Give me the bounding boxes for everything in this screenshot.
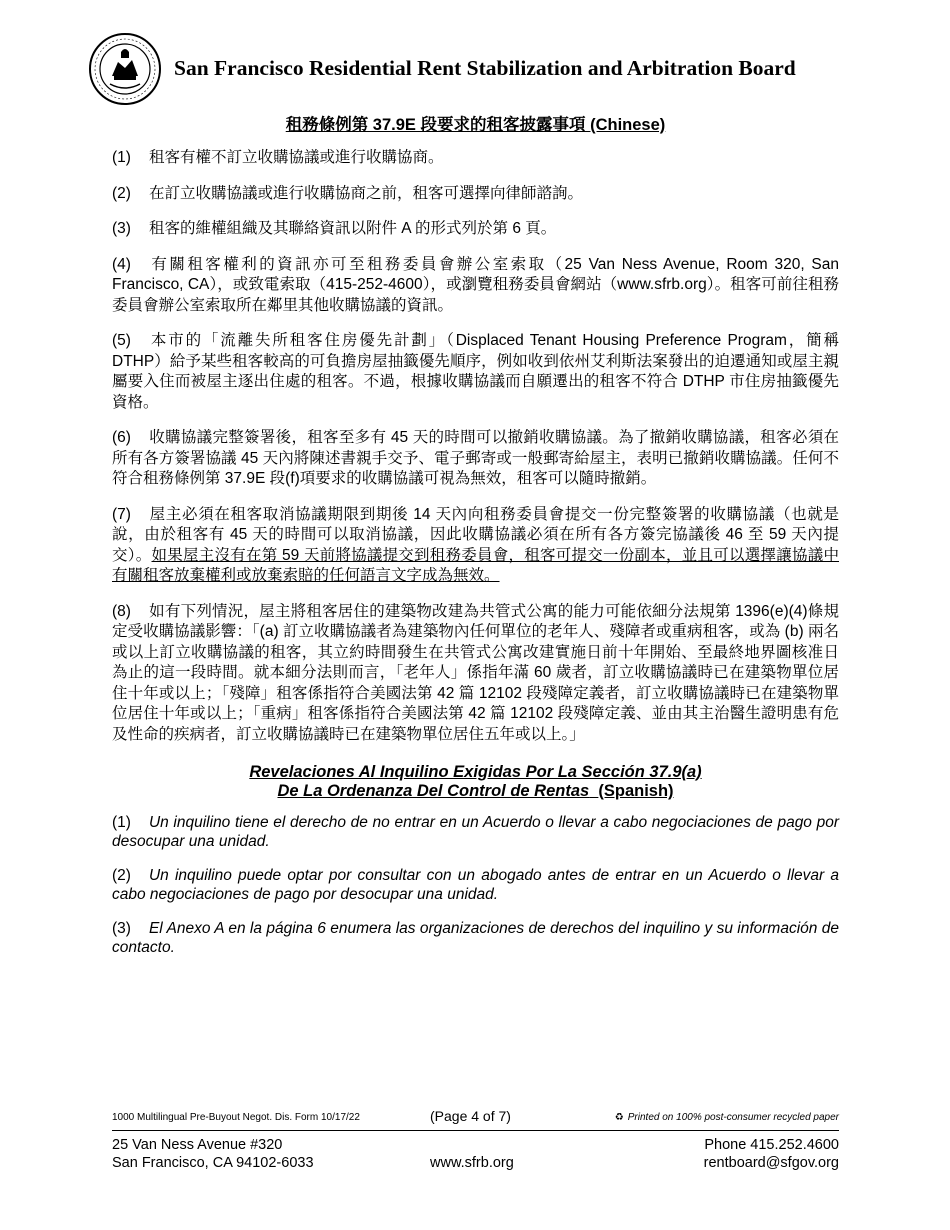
recycle-icon: ♻ <box>614 1112 624 1123</box>
chinese-item-1: (1) 租客有權不訂立收購協議或進行收購協商。 <box>112 149 444 166</box>
chinese-item-7: (7) 屋主必須在租客取消協議期限到期後 14 天內向租務委員會提交一份完整簽署的收購協議（也就是說，由於租客有 45 天的時間可以取消協議，因此收購協議必須在所有各方簽完協議後 46 至 59 天內提交）。如果屋主沒有在第 59 天前將協議提交到租務委員會，租客可提交一份副本，並且可以選擇讓協議中有關租客放棄權利或放棄索賠的任何語言文字成為無效。 <box>112 505 839 584</box>
footer-contact-info <box>704 1136 839 1172</box>
city-seal-icon <box>88 32 162 106</box>
form-id: 1000 Multilingual Pre-Buyout Negot. Dis. Form 10/17/22 <box>112 1112 360 1123</box>
chinese-item-7-underlined: 如果屋主沒有在第 59 天前將協議提交到租務委員會，租客可提交一份副本，並且可以選擇讓協議中有關租客放棄權利或放棄索賠的任何語言文字成為無效。 <box>112 546 839 584</box>
spanish-item-1: (1) Un inquilino tiene el derecho de no entrar en un Acuerdo o llevar a cabo negociaciones de pago por desocupar una unidad. <box>112 814 839 850</box>
footer-email-link[interactable]: rentboard@sfgov.org <box>703 1155 839 1171</box>
chinese-item-5: (5) 本市的「流離失所租客住房優先計劃」（Displaced Tenant Housing Preference Program，簡稱 DTHP）給予某些租客較高的可負擔房屋抽籤優先順序，例如收到依州艾利斯法案發出的迫遷通知或屋主親屬要入住而被屋主逐出住處的租客。不過，根據收購協議而自願遷出的租客不符合 DTHP 市住房抽籤優先資格。 <box>112 332 839 411</box>
footer-meta <box>112 1106 839 1131</box>
spanish-section-title: Revelaciones Al Inquilino Exigidas Por La Sección 37.9(a) De La Ordenanza Del Control de Rentas (Spanish) <box>249 763 702 800</box>
organization-name: San Francisco Residential Rent Stabilization and Arbitration Board <box>174 56 796 80</box>
chinese-section-title: 租務條例第 37.9E 段要求的租客披露事項 (Chinese) <box>285 116 666 134</box>
chinese-item-3: (3) 租客的維權組織及其聯絡資訊以附件 A 的形式列於第 6 頁。 <box>112 220 557 237</box>
chinese-item-6: (6) 收購協議完整簽署後，租客至多有 45 天的時間可以撤銷收購協議。為了撤銷收購協議，租客必須在所有各方簽署協議 45 天內將陳述書親手交予、電子郵寄或一般郵寄給屋主，表明已撤銷收購協議。任何不符合租務條例第 37.9E 段(f)項要求的收購協議可視為無效，租客可以隨時撤銷。 <box>112 429 839 487</box>
page-header <box>88 30 848 110</box>
chinese-item-4: (4) 有關租客權利的資訊亦可至租務委員會辦公室索取（25 Van Ness Avenue, Room 320, San Francisco, CA），或致電索取（415-252-4600），或瀏覽租務委員會網站（www.sfrb.org）。租客可前往租務委員會辦公室索取所在鄰里其他收購協議的資訊。 <box>112 255 839 314</box>
footer-website-link[interactable]: www.sfrb.org <box>430 1155 514 1171</box>
footer-phone: Phone 415.252.4600 <box>704 1137 839 1153</box>
chinese-item-2: (2) 在訂立收購協議或進行收購協商之前，租客可選擇向律師諮詢。 <box>112 184 583 202</box>
page-number: (Page 4 of 7) <box>430 1108 511 1124</box>
chinese-item-8: (8) 如有下列情況，屋主將租客居住的建築物改建為共管式公寓的能力可能依細分法規第 1396(e)(4)條規定受收購協議影響：「(a) 訂立收購協議者為建築物內任何單位的老年人、殘障者或重病租客，或為 (b) 兩名或以上訂立收購協議的租客，其立約時間發生在共管式公寓改建實施日前十年開始、至最終地界圖核准日為止的這一段時間。就本細分法則而言，「老年人」係指年滿 60 歲者，訂立收購協議時已在建築物單位居住十年或以上；「殘障」租客係指符合美國法第 42 篇 12102 段殘障定義者，訂立收購協議時已在建築物單位居住十年或以上；「重病」租客係指符合美國法第 42 篇 12102 段殘障定義、並由其主治醫生證明患有危及性命的疾病者，訂立收購協議時已在建築物單位居住五年或以上。」 <box>112 602 839 743</box>
footer-address: 25 Van Ness Avenue #320 San Francisco, CA 94102-6033 <box>112 1137 314 1171</box>
spanish-item-2: (2) Un inquilino puede optar por consultar con un abogado antes de entrar en un Acuerdo o llevar a cabo negociaciones de pago por desocupar una unidad. <box>112 867 839 903</box>
recycled-note: ♻ Printed on 100% post-consumer recycled paper <box>614 1112 839 1123</box>
spanish-item-3: (3) El Anexo A en la página 6 enumera las organizaciones de derechos del inquilino y su información de contacto. <box>112 920 839 956</box>
document-body <box>112 114 839 972</box>
